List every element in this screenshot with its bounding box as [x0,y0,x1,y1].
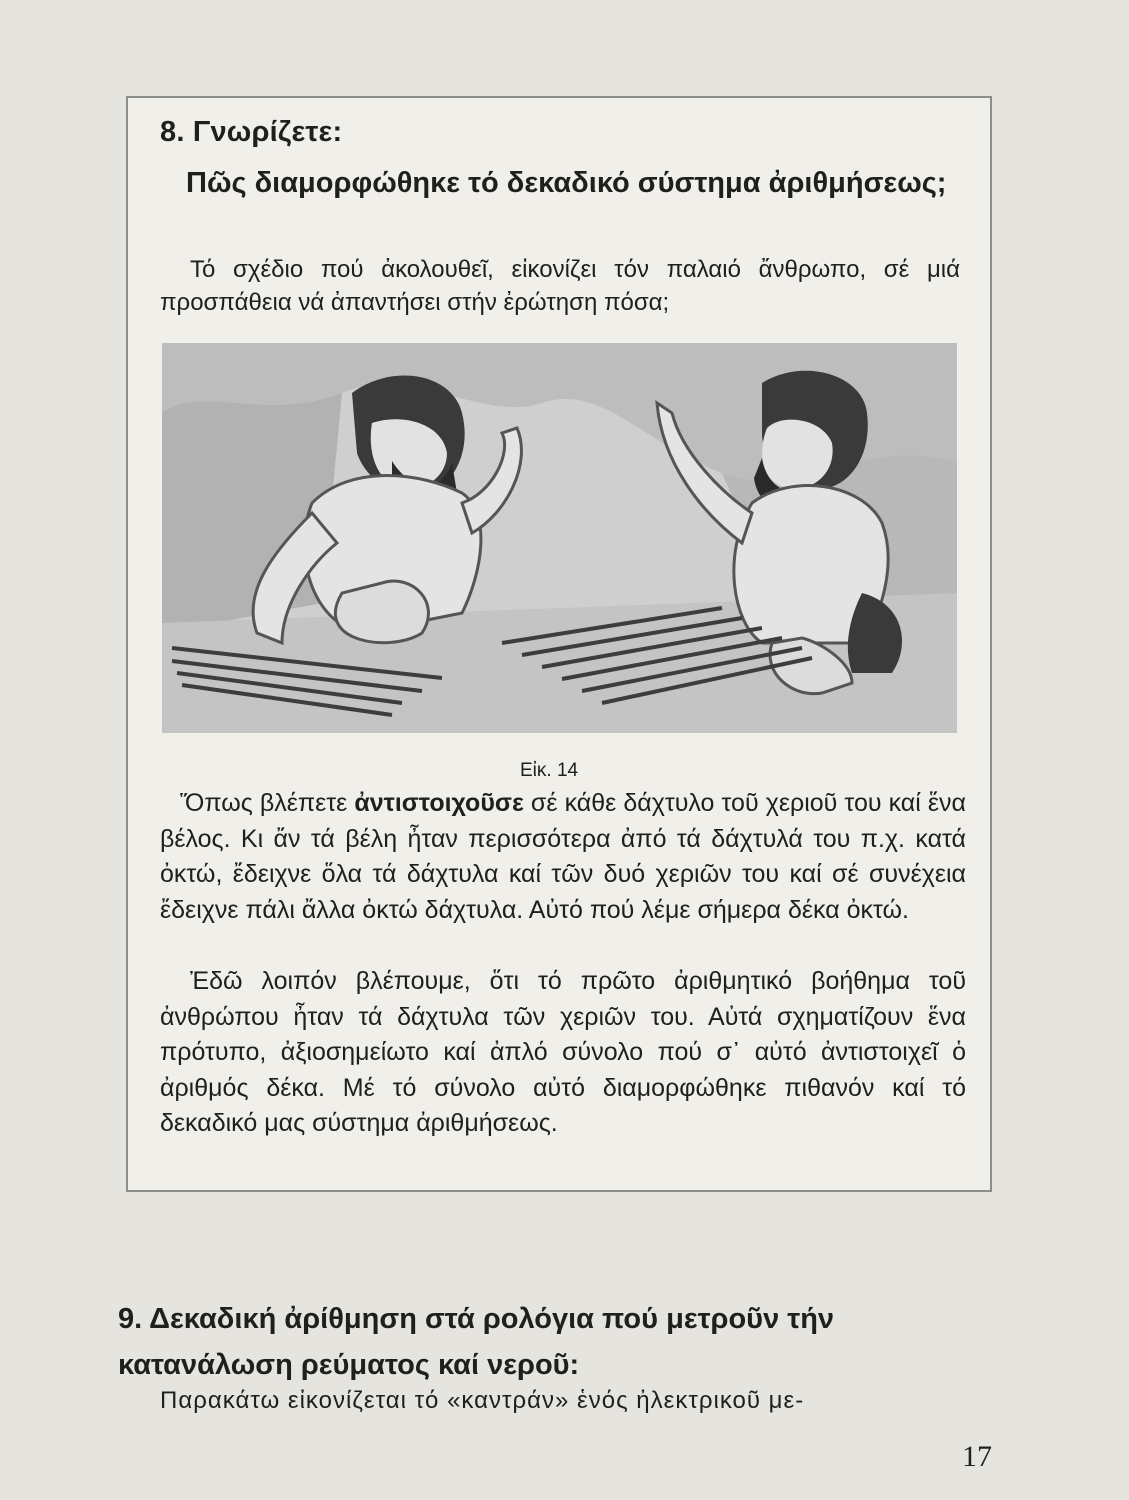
section-9-heading: 9. Δεκαδική ἀρίθμηση στά ρολόγια πού μετροῦν τήν κατανάλωση ρεύματος καί νεροῦ: [118,1303,835,1381]
page-number: 17 [962,1440,992,1473]
p1-start: Ὅπως βλέπετε [180,789,355,817]
section-8-heading: 8. Γνωρίζετε: [160,116,343,148]
figure-caption: Εἰκ. 14 [520,760,579,781]
intro-paragraph: Τό σχέδιο πού ἀκολουθεῖ, εἰκονίζει τόν παλαιό ἄνθρωπο, σέ μιά προσπάθεια νά ἀπαντήσει στήν ἐρώτηση πόσα; [160,256,960,316]
section-9-paragraph: Παρακάτω εἰκονίζεται τό «καντράν» ἑνός ἠλεκτρικοῦ με- [160,1387,805,1414]
figure-14-illustration [162,343,957,733]
section-8-question: Πῶς διαμορφώθηκε τό δεκαδικό σύστημα ἀριθμήσεως; [186,167,947,199]
p1-bold-word: ἀντιστοιχοῦσε [354,789,524,817]
paragraph-decimal-origin: Ἐδῶ λοιπόν βλέπουμε, ὅτι τό πρῶτο ἀριθμητικό βοήθημα τοῦ ἀνθρώπου ἦταν τά δάχτυλα τῶν χεριῶν του. Αὐτά σχηματίζουν ἕνα πρότυπο, ἀξιοσημείωτο καί ἀπλό σύνολο πού σ᾽ αὐτό ἀντιστοιχεῖ ὁ ἀριθμός δέκα. Μέ τό σύνολο αὐτό διαμορφώθηκε πιθανόν καί τό δεκαδικό μας σύστημα ἀριθμήσεως. [160,967,966,1137]
cavemen-counting-image [162,343,957,733]
p1-rest: σέ κάθε δάχτυλο τοῦ χεριοῦ του καί ἕνα βέλος. Κι ἄν τά βέλη ἦταν περισσότερα ἀπό τά δάχτυλά του π.χ. κατά ὀκτώ, ἔδειχνε ὅλα τά δάχτυλα καί τῶν δυό χεριῶν του καί σέ συνέχεια ἔδειχνε πάλι ἄλλα ὀκτώ δάχτυλα. Αὐτό πού λέμε σήμερα δέκα ὀκτώ. [160,789,966,924]
paragraph-fingers-arrows [160,786,966,928]
